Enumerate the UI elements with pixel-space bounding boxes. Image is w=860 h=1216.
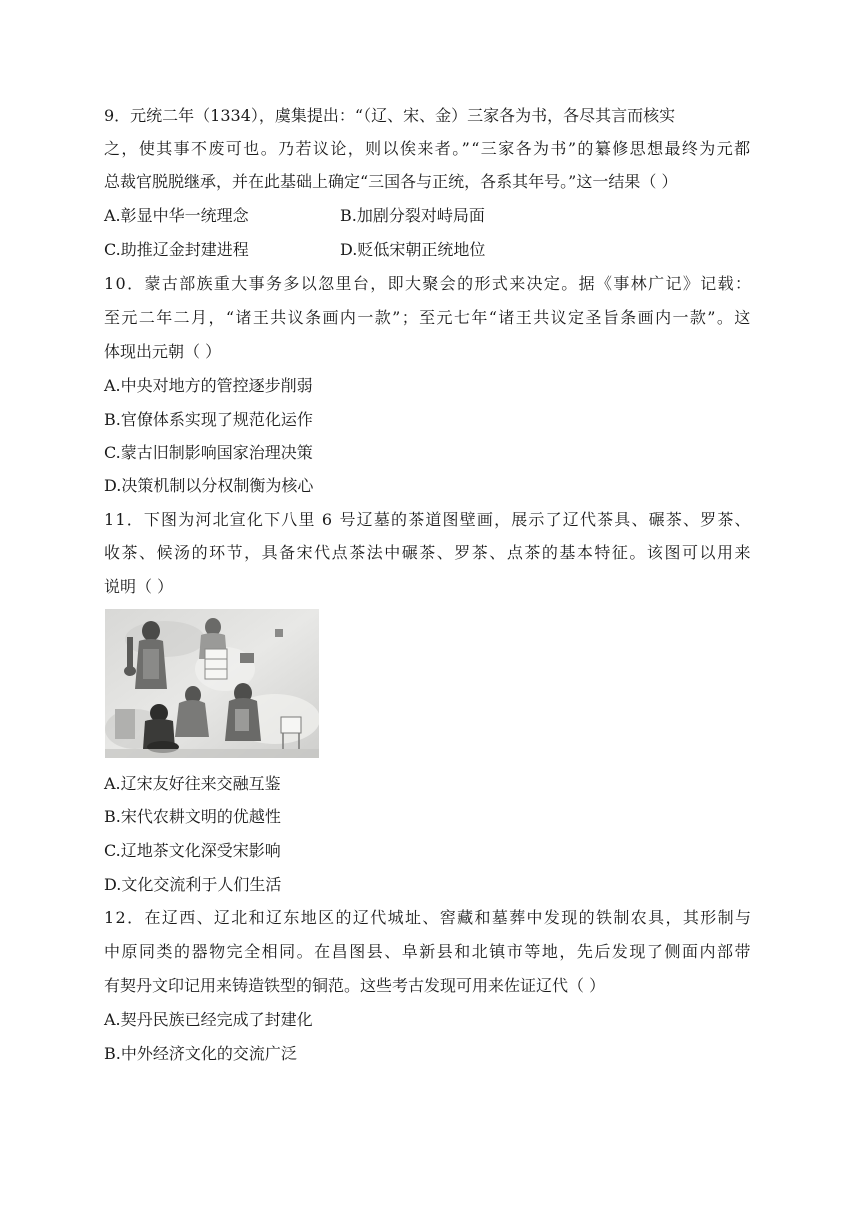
q11-option-a: A.辽宋友好往来交融互鉴 — [104, 774, 281, 793]
q9-option-a: A.彰显中华一统理念 — [104, 206, 249, 225]
q11-option-b: B.宋代农耕文明的优越性 — [104, 807, 281, 826]
q11-option-d: D.文化交流利于人们生活 — [104, 875, 282, 894]
tea-ceremony-mural-image — [105, 609, 319, 758]
q11-option-c: C.辽地茶文化深受宋影响 — [104, 841, 281, 860]
q10-option-d: D.决策机制以分权制衡为核心 — [104, 476, 314, 495]
q12-stem-line-2: 中原同类的器物完全相同。在昌图县、阜新县和北镇市等地，先后发现了侧面内部带 — [104, 942, 753, 961]
q9-option-c: C.助推辽金封建进程 — [104, 240, 249, 259]
q10-option-c: C.蒙古旧制影响国家治理决策 — [104, 443, 313, 462]
q10-option-a: A.中央对地方的管控逐步削弱 — [104, 376, 313, 395]
q9-stem-line-2: 之，使其事不废可也。乃若议论，则以俟来者。”“三家各为书”的纂修思想最终为元都 — [104, 139, 752, 158]
q9-stem-line-1: 9．元统二年（1334），虞集提出：“（辽、宋、金）三家各为书，各尽其言而核实 — [104, 106, 676, 125]
q12-option-b: B.中外经济文化的交流广泛 — [104, 1044, 297, 1063]
q12-stem-line-1: 12．在辽西、辽北和辽东地区的辽代城址、窖藏和墓葬中发现的铁制农具，其形制与 — [104, 908, 753, 927]
q11-stem-line-2: 收茶、候汤的环节，具备宋代点茶法中碾茶、罗茶、点茶的基本特征。该图可以用来 — [104, 543, 753, 562]
q9-stem-line-3: 总裁官脱脱继承，并在此基础上确定“三国各与正统，各系其年号。”这一结果（ ） — [104, 172, 678, 191]
q10-stem-line-1: 10．蒙古部族重大事务多以忽里台，即大聚会的形式来决定。据《事林广记》记载： — [104, 274, 753, 293]
q11-stem-line-3: 说明（ ） — [104, 577, 174, 596]
q12-stem-line-3: 有契丹文印记用来铸造铁型的铜范。这些考古发现可用来佐证辽代（ ） — [104, 976, 606, 995]
q12-option-a: A.契丹民族已经完成了封建化 — [104, 1010, 313, 1029]
q10-stem-line-2: 至元二年二月，“诸王共议条画内一款”；至元七年“诸王共议定圣旨条画内一款”。这 — [104, 308, 752, 327]
q10-option-b: B.官僚体系实现了规范化运作 — [104, 410, 313, 429]
q9-option-d: D.贬低宋朝正统地位 — [340, 240, 486, 259]
q11-stem-line-1: 11．下图为河北宣化下八里 6 号辽墓的茶道图壁画，展示了辽代茶具、碾茶、罗茶、 — [104, 510, 752, 529]
q9-option-b: B.加剧分裂对峙局面 — [340, 206, 485, 225]
q10-stem-line-3: 体现出元朝（ ） — [104, 342, 222, 361]
